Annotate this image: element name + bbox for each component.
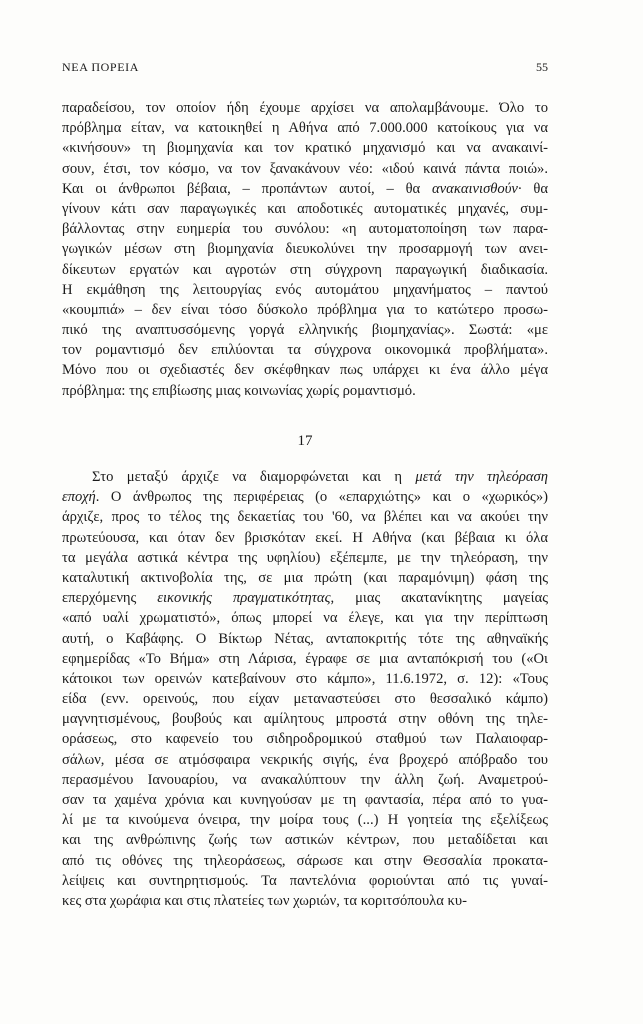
text-run: μαγνητισμένους, βουβούς και αμίλητους μπροστά στην οθόνη της τηλε-: [62, 711, 548, 728]
text-line: [62, 219, 548, 239]
text-line: [62, 790, 548, 810]
paragraph-continued: [62, 98, 548, 401]
text-line: [62, 588, 548, 608]
text-line: [62, 179, 548, 199]
text-run: «κουμπιά» – δεν είναι τόσο δύσκολο πρόβλημα για το κατώτερο προσω-: [62, 301, 548, 318]
text-line: [62, 138, 548, 158]
text-line: [62, 891, 548, 911]
text-line: [62, 851, 548, 871]
text-run: σάλων, μέσα σε ατμόσφαιρα νεκρικής σιγής, ένα βροχερό απόβραδο του: [62, 751, 548, 768]
italic-text: εικονικής πραγματικότητας: [157, 590, 331, 607]
text-run: κες στα χωράφια και στις πλατείες των χωριών, τα κοριτσόπουλα κυ-: [62, 892, 467, 909]
text-run: , μιας ακατανίκητης μαγείας: [330, 590, 549, 607]
text-run: και της ανθρώπινης ζωής των αστικών κέντρων, που μεταδίδεται και: [62, 832, 548, 849]
text-line: [62, 487, 548, 507]
text-line: [62, 381, 548, 401]
text-run: είδα (ενν. ορεινούς, που είχαν μεταναστεύσει στο θεσσαλικό κάμπο): [62, 691, 548, 708]
text-run: λείψεις και συντηρητισμούς. Τα παντελόνια φοριούνται από τις γυναί-: [62, 872, 548, 889]
text-run: σαν τα χαμένα χρόνια και κυνηγούσαν με τη φαντασία, πέρα από το γυα-: [62, 792, 548, 808]
text-run: πρόβλημα: της επιβίωσης μιας κοινωνίας χωρίς ρομαντισμό.: [62, 382, 416, 399]
text-line: [62, 98, 548, 118]
text-run: βάλλοντας στην ευημερία του συνόλου: «η αυτοματοποίηση των παρα-: [62, 221, 548, 238]
text-run: τον ρομαντισμό δεν επιλύονται τα σύγχρονα οικονομικά προβλήματα».: [62, 342, 548, 359]
text-line: [62, 118, 548, 138]
text-run: από τις οθόνες της τηλεοράσεως, σάρωσε και στην Θεσσαλία προκατα-: [62, 852, 548, 869]
text-run: γίνουν κάτι σαν παραγωγικές και αποδοτικές αυτοματικές μηχανές, συμ-: [62, 200, 548, 217]
text-line: [62, 280, 548, 300]
page-number: 55: [536, 60, 548, 74]
text-line: [62, 669, 548, 689]
section-number: 17: [297, 433, 313, 449]
running-head: [62, 60, 548, 76]
text-run: πρωτεύουσα, και όταν δεν βρισκόταν εκεί. Η Αθήνα (και βέβαια κι όλα: [62, 529, 548, 546]
text-run: Στο μεταξύ άρχιζε να διαμορφώνεται και η: [92, 469, 416, 485]
text-run: θα: [521, 180, 548, 197]
text-line: [62, 360, 548, 380]
text-line: [62, 830, 548, 850]
italic-text: εποχή: [62, 489, 96, 506]
text-line: [62, 320, 548, 340]
text-line: [62, 340, 548, 360]
text-run: «από υαλί χρωματιστό», όπως μπορεί να έλεγε, και για την περίπτωση: [62, 610, 548, 627]
text-line: [62, 709, 548, 729]
text-line: [62, 260, 548, 280]
text-run: σουν, έτσι, τον κόσμο, να τον ξανακάνουν νέο: «ιδού καινά πάντα ποιώ».: [62, 160, 548, 177]
text-line: [62, 199, 548, 219]
text-run: Και οι άνθρωποι βέβαια, – προπάντων αυτοί, – θα: [62, 180, 433, 197]
text-line: [62, 467, 548, 487]
text-line: [62, 750, 548, 770]
text-line: [62, 608, 548, 628]
text-run: οράσεως, στο καφενείο του σιδηροδρομικού σταθμού των Παλαιοφαρ-: [62, 731, 548, 748]
text-run: κάτοικοι των ορεινών κατεβαίνουν στο κάμπο», 11.6.1972, σ. 12): «Τους: [62, 670, 548, 687]
text-run: παραδείσου, τον οποίον ήδη έχουμε αρχίσει να απολαμβάνουμε. Όλο το: [62, 100, 548, 116]
text-run: Μόνο που οι σχεδιαστές δεν σκέφθηκαν πως υπάρχει κι ένα άλλο μέγα: [62, 362, 548, 379]
text-run: πρόβλημα είταν, να κατοικηθεί η Αθήνα από 7.000.000 κατοίκους για να: [62, 120, 548, 137]
text-line: [62, 810, 548, 830]
text-run: πικό της αναπτυσσόμενης γοργά ελληνικής βιομηχανίας». Σωστά: «με: [62, 322, 548, 339]
text-run: γωγικών μέσων στη βιομηχανία διευκολύνει την προσαρμογή των ανει-: [62, 241, 548, 258]
text-line: [62, 507, 548, 527]
italic-text: ανακαινισθούν·: [432, 180, 522, 197]
text-run: Η εκμάθηση της λειτουργίας ενός αυτομάτου μηχανήματος – παντού: [62, 281, 548, 298]
text-run: «κινήσουν» τη βιομηχανία και τον κρατικό μηχανισμό και να ανακαινί-: [62, 140, 548, 157]
text-run: δίκευτων εργατών και αγροτών στη σύγχρονη παραγωγική διαδικασία.: [62, 261, 548, 278]
text-run: . Ο άνθρωπος της περιφέρειας (ο «επαρχιώτης» και ο «χωρικός»): [95, 489, 548, 506]
text-line: [62, 871, 548, 891]
text-line: [62, 649, 548, 669]
text-run: άρχιζε, προς το τέλος της δεκαετίας του '60, να βλέπει και να ακούει την: [62, 509, 548, 526]
italic-text: μετά την τηλεόραση: [415, 469, 548, 485]
text-line: [62, 568, 548, 588]
text-line: [62, 629, 548, 649]
text-line: [62, 729, 548, 749]
text-line: [62, 689, 548, 709]
text-line: [62, 300, 548, 320]
text-run: αυτή, ο Καβάφης. Ο Βίκτωρ Νέτας, ανταποκριτής τότε της αθηναϊκής: [62, 630, 548, 647]
running-title: ΝΕΑ ΠΟΡΕΙΑ: [62, 60, 139, 74]
text-run: περασμένου Ιανουαρίου, να ανακαλύπτουν την άλλη ζωή. Αναμετρού-: [62, 771, 548, 788]
text-run: καταλυτική ακτινοβολία της, σε μια πρώτη (και παραμόνιμη) φάση της: [62, 569, 548, 586]
text-line: [62, 528, 548, 548]
text-run: τα μεγάλα αστικά κέντρα της υφηλίου) εξέπεμπε, με την τηλεόραση, την: [62, 549, 548, 566]
text-line: [62, 770, 548, 790]
text-run: λί με τα κινούμενα όνειρα, την μοίρα τους (...) Η γοητεία της εξελίξεως: [62, 812, 548, 829]
text-line: [62, 548, 548, 568]
text-line: [62, 159, 548, 179]
text-run: επερχόμενης: [62, 590, 158, 607]
text-line: [62, 239, 548, 259]
paragraph-section-17: [62, 467, 548, 911]
text-run: εφημερίδας «Το Βήμα» στη Λάρισα, έγραφε σε μια ανταπόκρισή του («Οι: [62, 650, 548, 667]
